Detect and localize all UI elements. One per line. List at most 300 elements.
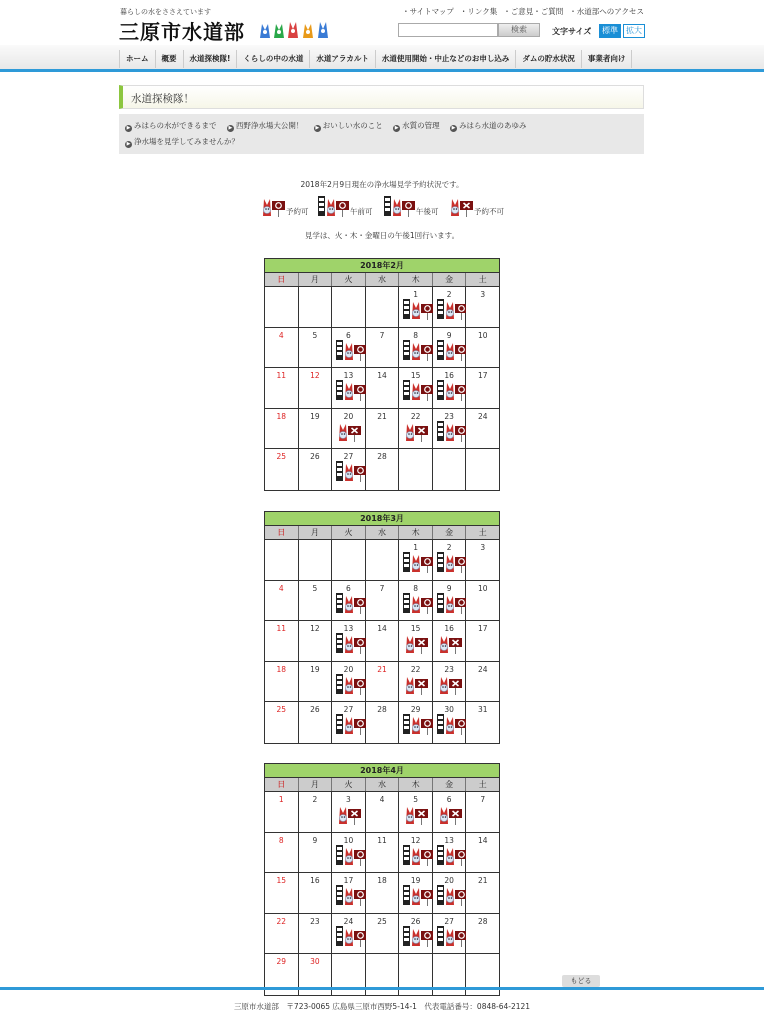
nav-applications[interactable]: 水道使用開始・中止などのお申し込み [375,50,516,68]
arrow-circle-icon: ▶ [315,125,320,131]
day-number: 16 [444,624,454,633]
day-number: 4 [379,795,385,804]
calendar-day [332,621,366,661]
calendar-day [265,702,299,743]
calendar-week [265,449,499,490]
reservation-available-icon [336,633,368,655]
day-number: 1 [413,290,418,299]
nav-dam-status[interactable]: ダムの貯水状況 [515,50,581,68]
day-number: 20 [343,411,354,421]
reservation-available-icon [403,552,435,574]
reservation-available-icon [336,885,368,907]
day-number: 28 [377,452,387,461]
calendar-day [332,328,366,368]
calendar-day [265,368,299,408]
weekday-label: 土 [478,780,487,789]
calendar-title: 2018年3月 [265,512,499,526]
top-links [396,6,644,17]
calendar-day [299,873,333,913]
reservation-available-icon [336,340,368,362]
day-number: 23 [310,916,320,926]
weekday-header [265,273,499,287]
calendar-day [299,702,333,743]
site-title[interactable]: 三原市水道部 [119,20,245,44]
calendar-day [433,833,467,873]
sublink[interactable]: ▶ みはらの水ができるまで [126,121,217,131]
calendar-day [299,833,333,873]
calendar [264,511,500,744]
day-number: 22 [410,664,421,674]
calendar-day [366,792,400,832]
calendar-day [366,662,400,702]
day-number: 19 [310,411,320,421]
calendar-empty-cell [433,449,467,490]
calendar-empty-cell [265,287,299,327]
reservation-pm-icon [384,196,416,218]
calendar-title: 2018年2月 [265,259,499,273]
reservation-unavailable-icon [403,674,435,696]
day-number: 21 [477,876,488,885]
calendar-day [466,287,499,327]
day-number: 12 [310,624,320,633]
weekday-label: 金 [433,778,467,791]
weekday-label: 日 [265,526,299,539]
calendar-day [466,581,499,621]
calendar-day [399,792,433,832]
calendar-day [399,621,433,661]
day-number: 12 [410,835,421,845]
day-number: 24 [477,664,488,674]
day-number: 2 [446,543,452,552]
font-size-label: 文字サイズ [552,27,592,36]
day-number: 2 [312,795,318,804]
sublink[interactable]: ▶ 水質の管理 [394,121,440,131]
calendar-day [466,833,499,873]
day-number: 26 [410,916,421,926]
reservation-available-icon [403,380,435,402]
day-number: 22 [410,411,421,421]
day-number: 11 [276,371,287,380]
back-link[interactable]: もどる [562,975,600,987]
calendar-day [299,368,333,408]
weekday-header [265,526,499,540]
calendar-day [399,702,433,743]
calendar-day [299,449,333,490]
nav-home[interactable]: ホーム [119,50,155,68]
calendar-day [366,449,400,490]
day-number: 15 [410,371,421,380]
calendar-day [366,621,400,661]
weekday-label: 木 [399,778,433,791]
day-number: 25 [377,916,387,926]
calendar-week [265,368,499,409]
calendar-day [433,581,467,621]
calendar-day [332,581,366,621]
calendar-week [265,702,499,743]
legend-am-label: 午前可 [350,207,373,216]
weekday-label: 金 [433,273,467,286]
calendar-day [466,368,499,408]
reservation-available-icon [437,926,469,948]
day-number: 9 [312,835,318,845]
link-links[interactable]: ・リンク集 [459,7,498,16]
reservation-available-icon [403,885,435,907]
calendar-day [299,581,333,621]
link-feedback[interactable]: ・ご意見・ご質問 [503,7,564,16]
reservation-available-icon [437,380,469,402]
day-number: 25 [276,705,287,714]
weekday-label: 水 [366,526,400,539]
day-number: 19 [410,876,421,885]
calendar-day [265,873,299,913]
calendar-day [399,409,433,449]
day-number: 14 [377,624,387,633]
reservation-available-icon [403,340,435,362]
legend-am [318,196,373,220]
weekday-label: 木 [399,273,433,286]
calendar-day [265,833,299,873]
reservation-available-icon [437,885,469,907]
arrow-circle-icon: ▶ [126,141,131,147]
reservation-available-icon [437,421,469,443]
calendar-week [265,328,499,369]
calendar-empty-cell [466,449,499,490]
reservation-available-icon [403,714,435,736]
status-note: 2018年2月9日現在の浄水場見学予約状況です。 [300,180,464,189]
calendar-day [433,409,467,449]
reservation-available-icon [403,926,435,948]
calendar-week [265,581,499,622]
legend-unavailable [448,196,504,220]
day-number: 17 [477,371,488,380]
day-number: 1 [278,795,284,804]
day-number: 13 [343,371,354,380]
calendar-day [299,621,333,661]
day-number: 17 [343,876,354,885]
calendar-day [366,702,400,743]
calendar-day [332,662,366,702]
day-number: 4 [278,583,284,593]
reservation-unavailable-icon [403,804,435,826]
legend-pm-label: 午後可 [416,207,439,216]
day-number: 11 [377,835,387,845]
calendar-empty-cell [366,540,400,580]
legend-available [260,196,309,220]
link-access[interactable]: ・水道部へのアクセス [569,7,644,16]
calendar-day [433,368,467,408]
weekday-label: 土 [478,275,487,284]
calendar-empty-cell [299,540,333,580]
calendar-day [265,662,299,702]
weekday-label: 木 [399,526,433,539]
legend-unavailable-label: 予約不可 [474,207,504,216]
reservation-available-icon [437,340,469,362]
calendar-day [265,914,299,954]
day-number: 20 [343,664,354,674]
calendar [264,258,500,491]
day-number: 26 [310,705,320,714]
calendar-day [366,833,400,873]
footer-address: 三原市水道部 〒723-0065 広島県三原市西野5-14-1 代表電話番号：0848-64-2121 [233,1002,531,1011]
sublink[interactable]: ▶ おいしい水のこと [315,121,383,131]
calendar-day [466,328,499,368]
nav-daily-water[interactable]: くらしの中の水道 [236,50,309,68]
page-title: 水道探検隊！ [131,93,194,105]
reservation-available-icon [336,926,368,948]
reservation-available-icon [336,674,368,696]
day-number: 15 [410,624,421,633]
calendar-day [265,581,299,621]
calendar-day [366,409,400,449]
day-number: 13 [343,624,354,633]
day-number: 7 [379,583,385,593]
calendar-day [466,621,499,661]
calendar-empty-cell [399,449,433,490]
calendar-day [399,662,433,702]
calendar-day [466,792,499,832]
font-size-large-button[interactable]: 拡大 [623,24,645,38]
calendar-day [399,833,433,873]
day-number: 19 [310,664,320,674]
day-number: 5 [413,795,418,804]
calendar-week [265,409,499,450]
calendar-day [433,540,467,580]
day-number: 10 [477,583,488,593]
reservation-unavailable-icon [336,421,368,443]
calendar-week [265,287,499,328]
day-number: 16 [310,876,320,885]
reservation-available-icon [336,380,368,402]
weekday-label: 火 [332,273,366,286]
calendar-week [265,540,499,581]
sublink[interactable]: ▶ 西野浄水場大公開！ [228,121,304,131]
legend-pm [384,196,439,220]
legend [260,196,510,218]
day-number: 7 [480,795,486,804]
weekday-label: 水 [366,778,400,791]
calendar-day [399,328,433,368]
day-number: 23 [444,664,454,674]
day-number: 6 [346,330,351,340]
reservation-available-icon [437,593,469,615]
day-number: 16 [444,371,454,380]
calendar-week [265,873,499,914]
day-number: 11 [276,624,287,633]
reservation-unavailable-icon [403,421,435,443]
calendar-day [332,792,366,832]
calendar-day [466,873,499,913]
day-number: 24 [477,411,488,421]
calendar-day [332,914,366,954]
reservation-available-icon [437,714,469,736]
search-input[interactable] [398,23,498,37]
calendar-empty-cell [332,540,366,580]
calendar-day [399,287,433,327]
reservation-available-icon [260,196,286,218]
link-sitemap[interactable]: ・サイトマップ [402,7,454,16]
calendar [264,763,500,996]
calendar-day [466,702,499,743]
calendar-day [433,621,467,661]
day-number: 14 [377,371,387,380]
calendar-title: 2018年4月 [265,764,499,778]
calendar-day [366,914,400,954]
calendar-day [265,621,299,661]
calendar-day [366,581,400,621]
day-number: 3 [480,543,486,552]
calendar-day [399,914,433,954]
footer-divider [0,987,764,990]
calendar-day [332,409,366,449]
tagline: 暮らしの水をささえています [120,8,211,16]
calendar-week [265,833,499,874]
calendar-day [433,287,467,327]
reservation-available-icon [336,714,368,736]
reservation-available-icon [336,845,368,867]
arrow-circle-icon: ▶ [451,125,456,131]
day-number: 30 [444,705,454,714]
site-header [0,0,764,48]
nav-business[interactable]: 事業者向け [581,50,633,68]
day-number: 27 [343,452,354,461]
reservation-unavailable-icon [336,804,368,826]
weekday-header [265,778,499,792]
day-number: 10 [477,330,488,340]
page-heading [119,85,644,109]
reservation-available-icon [403,593,435,615]
sub-links [119,114,644,154]
reservation-unavailable-icon [437,804,469,826]
reservation-available-icon [403,299,435,321]
nav-alacarte[interactable]: 水道アラカルト [309,50,375,68]
tour-note: 見学は、火・木・金曜日の午後1回行います。 [304,231,460,240]
day-number: 10 [343,835,354,845]
day-number: 28 [377,705,387,714]
day-number: 8 [278,835,284,845]
weekday-label: 火 [332,778,366,791]
day-number: 2 [446,290,452,299]
day-number: 12 [310,371,320,380]
calendar-day [433,702,467,743]
calendar-day [332,368,366,408]
day-number: 22 [276,916,287,926]
calendar-day [466,914,499,954]
day-number: 18 [276,411,287,421]
global-nav [0,45,764,72]
sublink[interactable]: ▶ みはら水道のあゆみ [451,121,527,131]
calendar-day [366,873,400,913]
weekday-label: 金 [433,526,467,539]
arrow-circle-icon: ▶ [126,125,131,131]
day-number: 6 [346,583,351,593]
day-number: 14 [477,835,488,845]
day-number: 17 [477,624,488,633]
calendar-week [265,792,499,833]
reservation-available-icon [437,299,469,321]
reservation-unavailable-icon [437,633,469,655]
day-number: 21 [377,411,387,421]
calendar-day [265,449,299,490]
day-number: 29 [276,957,287,966]
calendar-day [332,449,366,490]
search-button[interactable]: 検索 [498,23,540,37]
calendar-empty-cell [265,540,299,580]
calendar-day [299,662,333,702]
day-number: 28 [477,916,488,926]
day-number: 6 [446,795,452,804]
day-number: 8 [413,583,418,593]
calendar-day [433,873,467,913]
day-number: 9 [446,583,452,593]
calendar-day [299,914,333,954]
font-size-normal-button[interactable]: 標準 [599,24,621,38]
calendar-week [265,621,499,662]
sublink[interactable]: ▶ 浄水場を見学してみませんか？ [126,137,239,147]
reservation-unavailable-icon [437,674,469,696]
weekday-label: 水 [366,273,400,286]
nav-overview[interactable]: 概要 [155,50,183,68]
mascot-logo-icon [258,18,332,40]
reservation-am-icon [318,196,350,218]
calendar-day [433,328,467,368]
day-number: 3 [480,290,486,299]
weekday-label: 月 [299,526,333,539]
nav-explorers[interactable]: 水道探検隊! [183,50,237,68]
calendar-day [466,409,499,449]
day-number: 30 [310,957,320,966]
reservation-available-icon [437,845,469,867]
calendar-day [466,540,499,580]
day-number: 13 [444,835,454,845]
calendar-week [265,662,499,703]
weekday-label: 土 [478,528,487,537]
calendar-empty-cell [332,287,366,327]
day-number: 8 [413,330,418,340]
day-number: 5 [312,583,318,593]
day-number: 9 [446,330,452,340]
calendar-day [466,662,499,702]
calendar-day [332,702,366,743]
reservation-available-icon [336,593,368,615]
calendar-day [433,792,467,832]
calendar-day [265,409,299,449]
weekday-label: 日 [265,778,299,791]
reservation-unavailable-icon [448,196,474,218]
arrow-circle-icon: ▶ [394,125,399,131]
calendar-day [332,873,366,913]
day-number: 26 [310,452,320,461]
calendar-day [332,833,366,873]
calendar-day [366,328,400,368]
day-number: 5 [312,330,318,340]
weekday-label: 月 [299,778,333,791]
reservation-available-icon [336,461,368,483]
calendar-empty-cell [366,287,400,327]
day-number: 29 [410,705,421,714]
calendar-day [399,368,433,408]
calendar-day [265,792,299,832]
weekday-label: 月 [299,273,333,286]
reservation-available-icon [437,552,469,574]
calendar-day [366,368,400,408]
calendar-day [433,662,467,702]
calendar-day [399,581,433,621]
day-number: 1 [413,543,418,552]
day-number: 4 [278,330,284,340]
day-number: 25 [276,452,287,461]
day-number: 31 [477,705,488,714]
calendar-day [299,792,333,832]
